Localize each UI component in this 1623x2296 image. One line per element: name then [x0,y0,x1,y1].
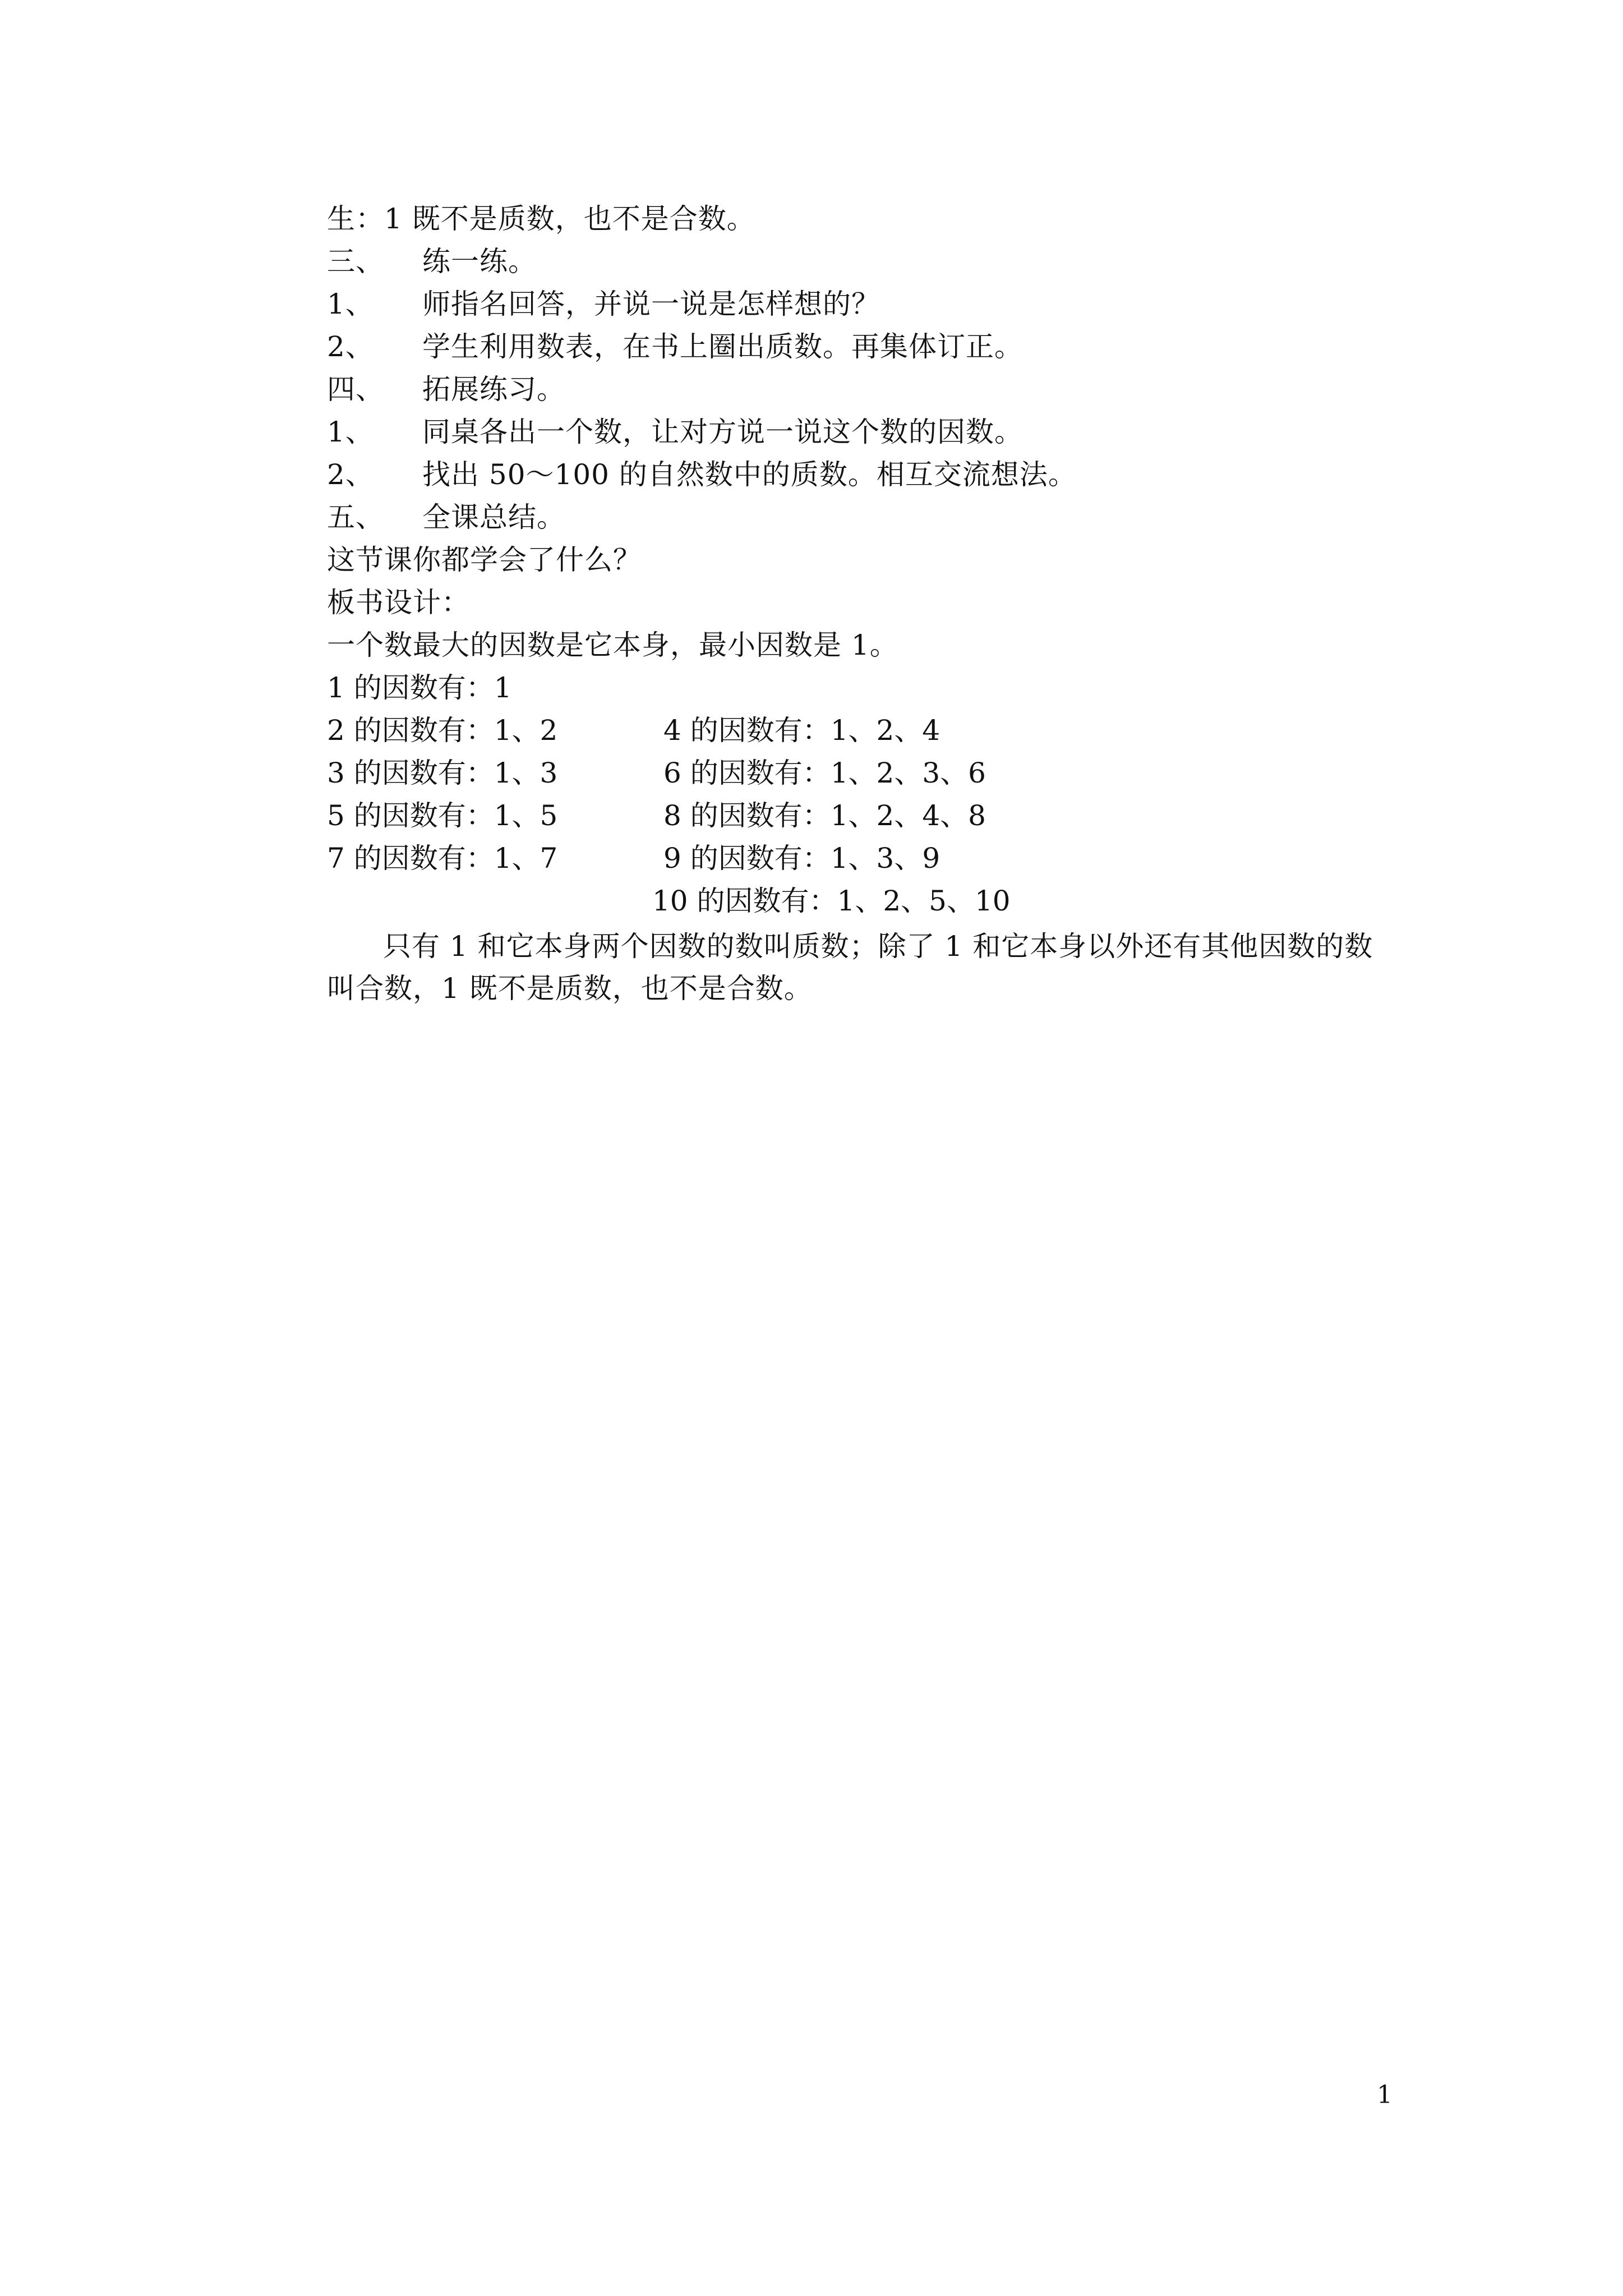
section-title: 全课总结。 [422,501,565,533]
factor-line-9: 9 的因数有：1、3、9 [663,842,940,875]
item-number: 2、 [327,458,374,491]
factor-line-10: 10 的因数有：1、2、5、10 [652,885,1011,917]
item-text: 师指名回答，并说一说是怎样想的？ [422,288,880,320]
item-text: 同桌各出一个数，让对方说一说这个数的因数。 [422,416,1023,448]
text-line-student-answer: 生：1 既不是质数，也不是合数。 [327,203,755,235]
section-title: 拓展练习。 [422,373,565,406]
factor-line-2: 2 的因数有：1、2 [327,714,558,747]
factor-line-8: 8 的因数有：1、2、4、8 [663,799,986,832]
list-item-practice-1 [327,287,880,321]
list-item-extension-1 [327,415,1023,449]
list-item-practice-2 [327,330,1023,364]
text-line-board-design: 板书设计： [327,586,470,619]
factor-line-6: 6 的因数有：1、2、3、6 [663,757,986,789]
item-number: 1、 [327,416,374,448]
list-item-extension-2 [327,458,1077,491]
section-heading-extension [327,372,565,406]
factor-line-4: 4 的因数有：1、2、4 [663,714,940,747]
item-text: 学生利用数表，在书上圈出质数。再集体订正。 [422,330,1023,363]
section-number: 四、 [327,373,384,406]
item-number: 2、 [327,330,374,363]
summary-paragraph: 只有 1 和它本身两个因数的数叫质数；除了 1 和它本身以外还有其他因数的数叫合数，1 既不是质数，也不是合数。 [327,930,1373,1005]
section-number: 三、 [327,245,384,278]
factor-line-5: 5 的因数有：1、5 [327,799,558,832]
text-line-largest-factor: 一个数最大的因数是它本身，最小因数是 1。 [327,629,898,661]
section-title: 练一练。 [422,245,537,278]
text-line-question: 这节课你都学会了什么？ [327,544,642,576]
section-number: 五、 [327,501,384,533]
item-number: 1、 [327,288,374,320]
page-number: 1 [1377,2081,1393,2109]
factor-line-7: 7 的因数有：1、7 [327,842,558,875]
factor-line-1: 1 的因数有：1 [327,671,512,704]
factor-line-3: 3 的因数有：1、3 [327,757,558,789]
section-heading-summary [327,500,565,534]
section-heading-practice [327,245,537,278]
item-text: 找出 50～100 的自然数中的质数。相互交流想法。 [422,458,1077,491]
